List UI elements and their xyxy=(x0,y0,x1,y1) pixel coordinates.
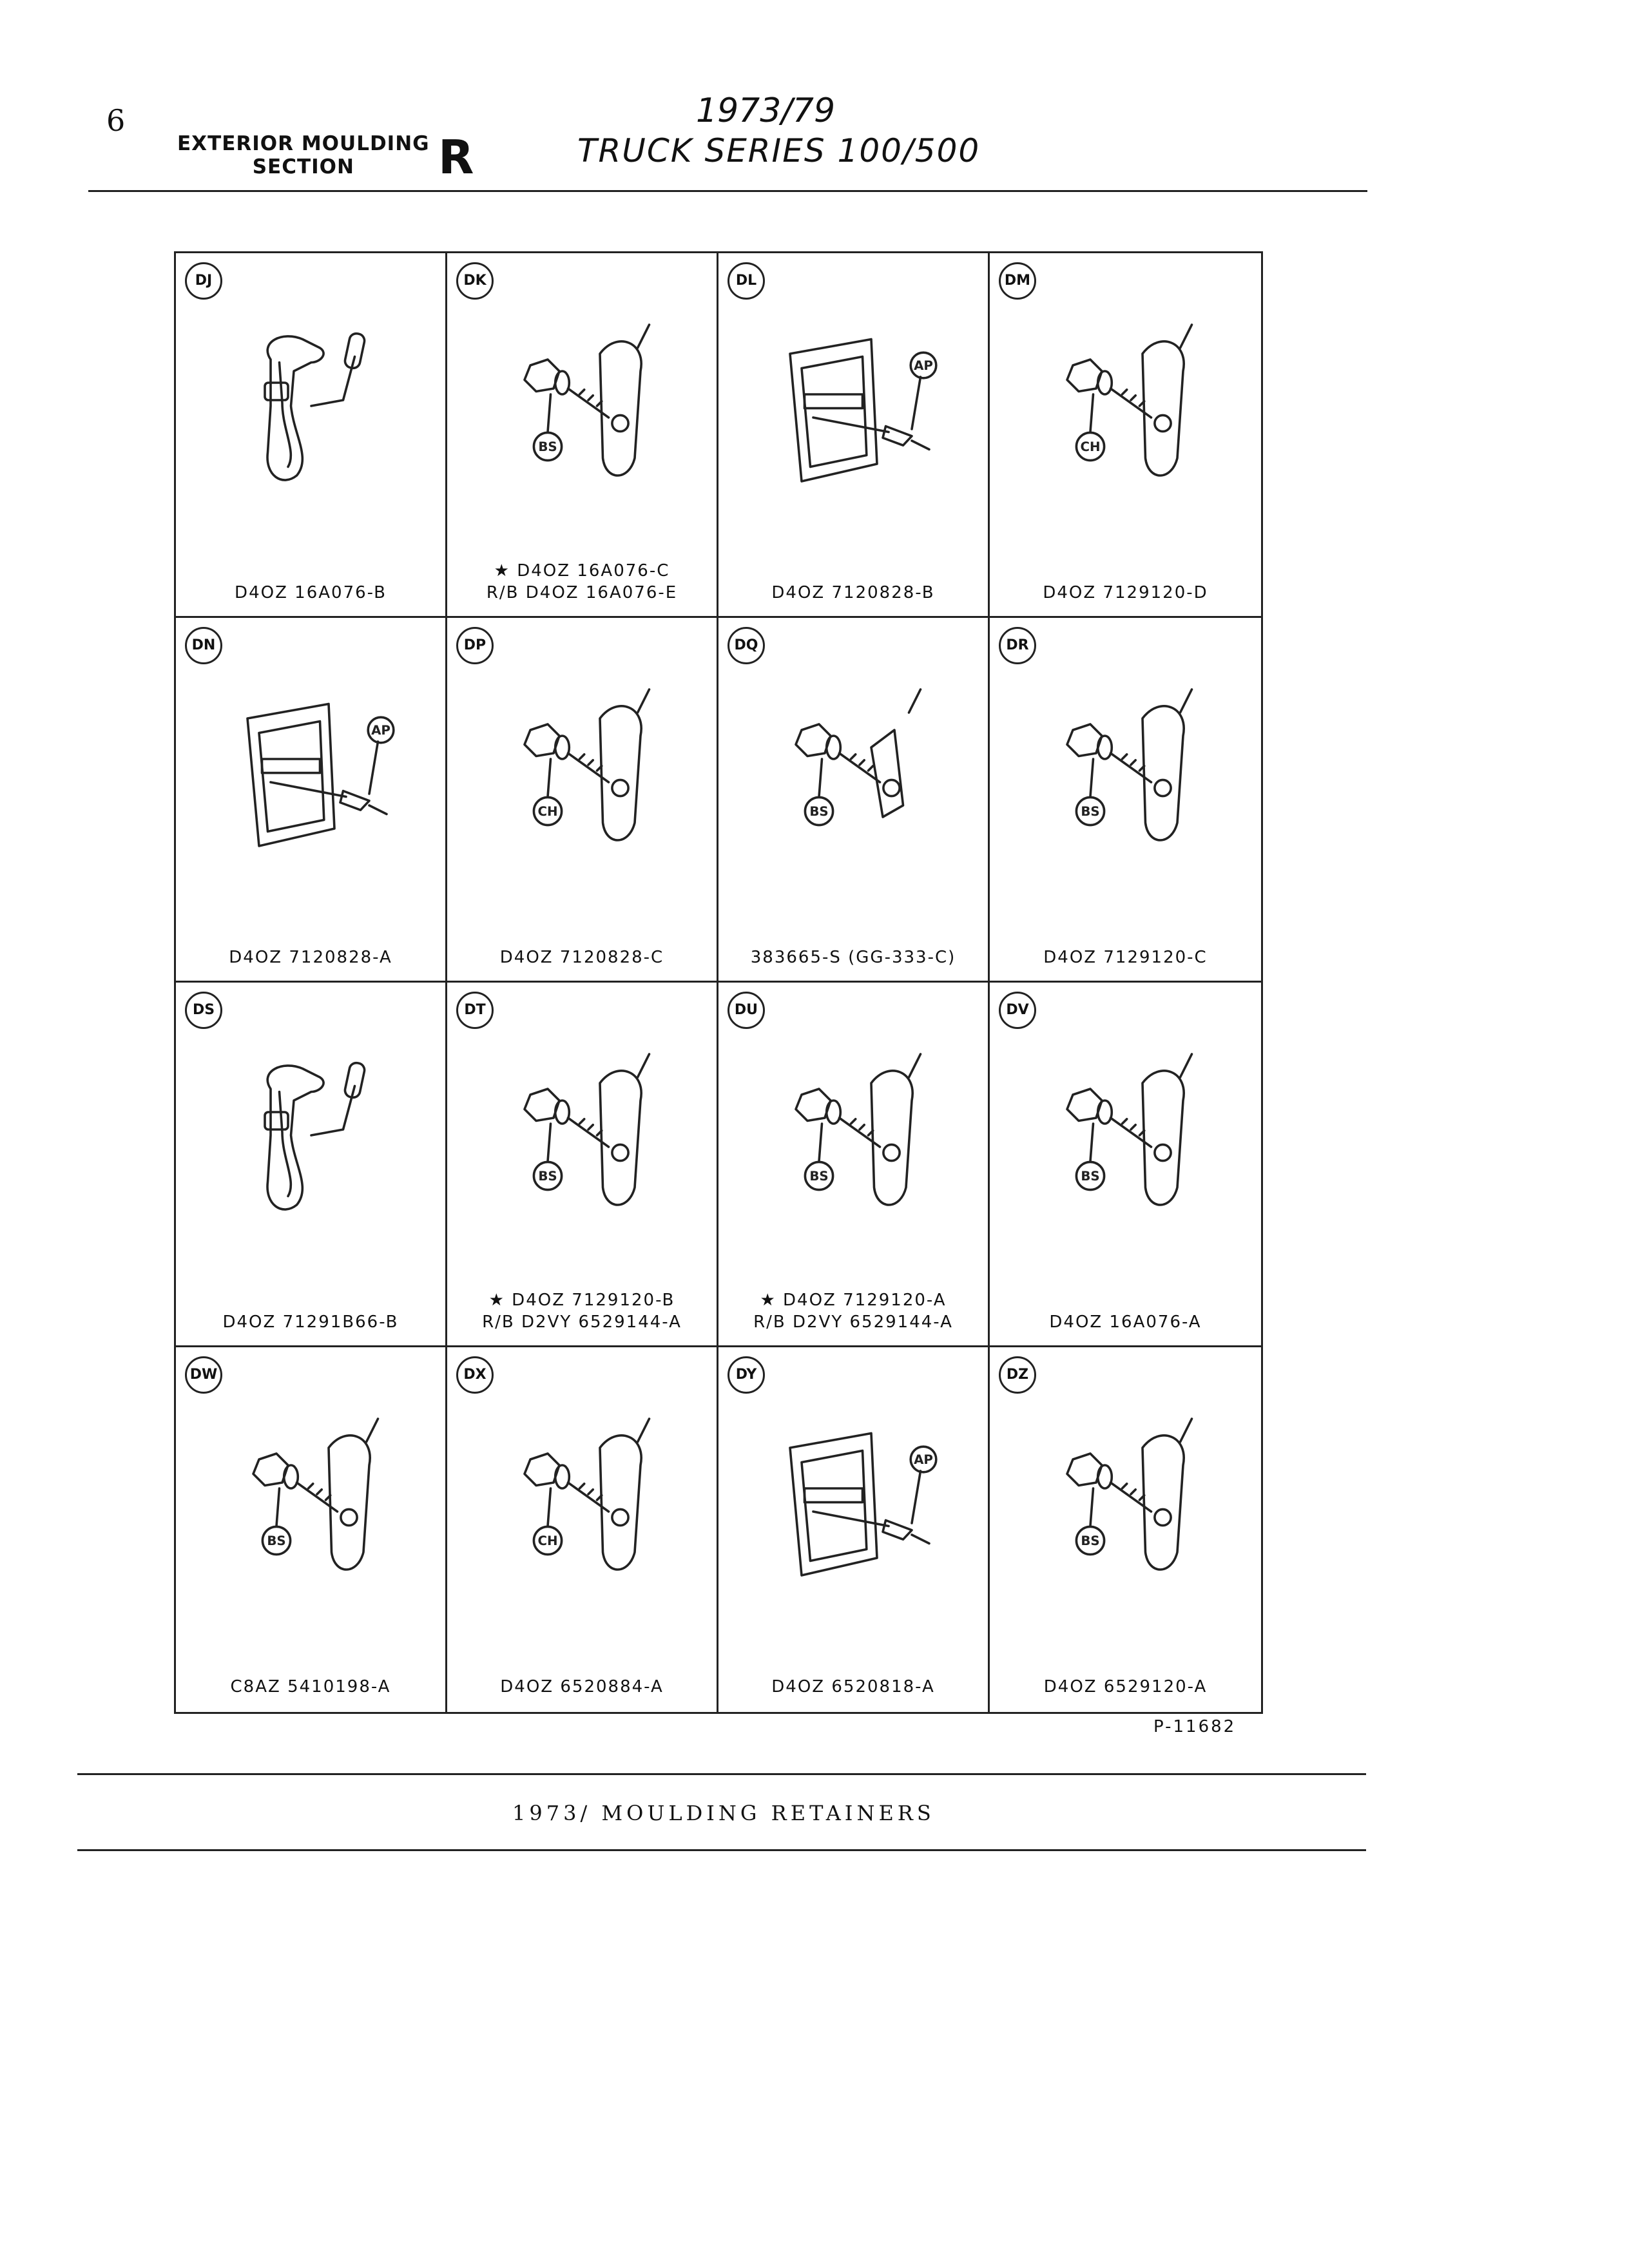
part-drawing xyxy=(195,1392,427,1631)
part-drawing xyxy=(467,298,699,537)
part-cell-dv xyxy=(990,983,1261,1347)
part-cell-ds xyxy=(176,983,447,1347)
part-number: C8AZ 5410198-A xyxy=(230,1677,391,1696)
part-code-badge: DV xyxy=(999,992,1036,1029)
part-code-badge: DZ xyxy=(999,1356,1036,1394)
part-number: D4OZ 7129120-D xyxy=(1043,583,1208,602)
part-cell-dk xyxy=(447,253,718,618)
part-cell-dy xyxy=(718,1347,990,1712)
callout-label: BS xyxy=(809,1169,829,1184)
part-code-badge: DW xyxy=(185,1356,222,1394)
part-number: 383665-S (GG-333-C) xyxy=(750,948,956,967)
part-code-badge: DU xyxy=(728,992,765,1029)
part-cell-dm xyxy=(990,253,1261,618)
part-code-badge: DK xyxy=(456,262,494,300)
part-cell-dq xyxy=(718,618,990,983)
callout-label: BS xyxy=(1081,1169,1100,1184)
part-number: ★ D4OZ 16A076-C xyxy=(494,561,670,581)
part-code-badge: DJ xyxy=(185,262,222,300)
part-number: D4OZ 7129120-C xyxy=(1043,948,1208,967)
section-label-line1: EXTERIOR MOULDING xyxy=(177,132,430,155)
part-drawing xyxy=(738,298,970,537)
part-cell-dp xyxy=(447,618,718,983)
section-label-line2: SECTION xyxy=(252,155,354,178)
part-number: D4OZ 6520818-A xyxy=(771,1677,935,1696)
part-number: D4OZ 71291B66-B xyxy=(222,1312,399,1332)
part-drawing xyxy=(467,1392,699,1631)
callout-label: BS xyxy=(267,1533,286,1549)
part-code-badge: DP xyxy=(456,627,494,664)
part-number: D4OZ 7120828-B xyxy=(771,583,935,602)
part-number: ★ D4OZ 7129120-A xyxy=(760,1291,947,1310)
footer-title: 1973/ MOULDING RETAINERS xyxy=(512,1801,935,1825)
truck-series: TRUCK SERIES 100/500 xyxy=(577,132,981,169)
part-code-badge: DY xyxy=(728,1356,765,1394)
part-number: D4OZ 16A076-A xyxy=(1049,1312,1202,1332)
part-code-badge: DX xyxy=(456,1356,494,1394)
part-code-badge: DN xyxy=(185,627,222,664)
part-number: D4OZ 16A076-B xyxy=(235,583,387,602)
part-cell-dj xyxy=(176,253,447,618)
part-number: D4OZ 7120828-A xyxy=(229,948,392,967)
part-drawing xyxy=(1009,663,1241,901)
part-number: R/B D4OZ 16A076-E xyxy=(486,583,678,602)
part-drawing xyxy=(467,1028,699,1266)
page-number: 6 xyxy=(106,103,126,138)
callout-label: BS xyxy=(538,1169,557,1184)
part-drawing xyxy=(1009,1028,1241,1266)
callout-label: CH xyxy=(537,804,558,820)
callout-label: AP xyxy=(371,723,390,738)
callout-label: BS xyxy=(1081,1533,1100,1549)
part-drawing xyxy=(738,1392,970,1631)
part-number: D4OZ 6520884-A xyxy=(500,1677,664,1696)
section-letter: R xyxy=(438,130,474,184)
part-code-badge: DR xyxy=(999,627,1036,664)
part-code-badge: DQ xyxy=(728,627,765,664)
footer-rule-top xyxy=(77,1773,1366,1775)
part-drawing xyxy=(195,1028,427,1266)
section-label xyxy=(177,132,430,178)
part-drawing xyxy=(738,1028,970,1266)
callout-label: BS xyxy=(1081,804,1100,820)
part-cell-dz xyxy=(990,1347,1261,1712)
figure-reference: P-11682 xyxy=(1153,1717,1237,1736)
model-years: 1973/79 xyxy=(696,91,836,130)
part-drawing xyxy=(738,663,970,901)
callout-label: CH xyxy=(537,1533,558,1549)
part-drawing xyxy=(1009,298,1241,537)
footer-rule-bottom xyxy=(77,1849,1366,1851)
part-drawing xyxy=(195,298,427,537)
part-cell-du xyxy=(718,983,990,1347)
part-number: R/B D2VY 6529144-A xyxy=(753,1312,953,1332)
part-number: ★ D4OZ 7129120-B xyxy=(488,1291,675,1310)
callout-label: AP xyxy=(914,1452,933,1468)
part-cell-dw xyxy=(176,1347,447,1712)
part-code-badge: DM xyxy=(999,262,1036,300)
part-cell-dr xyxy=(990,618,1261,983)
part-number: R/B D2VY 6529144-A xyxy=(482,1312,682,1332)
part-number: D4OZ 6529120-A xyxy=(1043,1677,1208,1696)
part-drawing xyxy=(467,663,699,901)
callout-label: AP xyxy=(914,358,933,374)
part-cell-dt xyxy=(447,983,718,1347)
part-code-badge: DT xyxy=(456,992,494,1029)
callout-label: CH xyxy=(1080,439,1101,455)
part-number: D4OZ 7120828-C xyxy=(499,948,664,967)
part-cell-dn xyxy=(176,618,447,983)
part-cell-dl xyxy=(718,253,990,618)
part-drawing xyxy=(195,663,427,901)
parts-grid xyxy=(174,251,1263,1714)
callout-label: BS xyxy=(538,439,557,455)
header-rule xyxy=(88,190,1367,192)
part-code-badge: DS xyxy=(185,992,222,1029)
callout-label: BS xyxy=(809,804,829,820)
part-cell-dx xyxy=(447,1347,718,1712)
part-code-badge: DL xyxy=(728,262,765,300)
part-drawing xyxy=(1009,1392,1241,1631)
